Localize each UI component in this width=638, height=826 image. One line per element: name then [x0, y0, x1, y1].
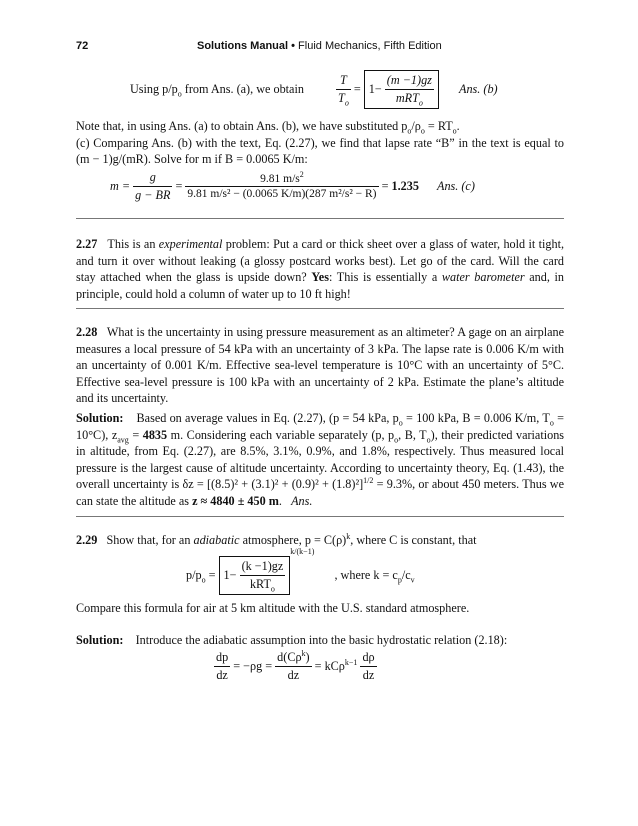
eq2-exp: k−1 [344, 657, 358, 667]
book-title: Solutions Manual [197, 40, 289, 52]
eq-where: , where k = c [334, 568, 398, 582]
book-subtitle: Fluid Mechanics, Fifth Edition [298, 40, 442, 52]
sol-text: Introduce the adiabatic assumption into the basic hydrostatic relation (2.18): [135, 633, 508, 647]
t-yes: Yes [311, 270, 329, 285]
dck: k [301, 648, 306, 658]
c-den2: 9.81 m/s² − (0.0065 K/m)(287 m²/s² − R) [187, 188, 377, 200]
t1: This is an [107, 237, 156, 251]
s7: ), their predicted variations in altitude, from Eq. (2.27), are 8.5%, 3.1%, 0.9%, and 1.8%, respectively. Thus measured local pressure is the largest cause of altitude uncertainty. According to uncertainty theory, Eq. (1.43), the overall uncertainty is δz = [(8.5)² + (3.1)² + (0.9)² + (1.8)²] [76, 427, 565, 492]
bracket-b: 1− $\frac{(m -1)gz}{mRT_o}$ [364, 70, 439, 109]
eq-num: (k −1)gz [240, 559, 286, 576]
dz1: dz [216, 668, 228, 682]
problem-2-28 [76, 324, 564, 407]
problem-2-27 [76, 236, 564, 302]
solution-2-29 [76, 632, 564, 649]
s6: , B, T [398, 427, 427, 442]
problem-number: 2.28 [76, 325, 98, 339]
solution-label: Solution: [76, 633, 124, 647]
s-avg: avg [117, 435, 129, 445]
note-b: = RT [427, 119, 453, 133]
z-val: 4835 [142, 427, 168, 442]
t2: problem: Put a card or thick sheet over a glass of water, hold it tight, and turn it over without leaking (a glossy postcard works best). Let go of the card. Will the card stay attached when the glass is upside down? [76, 237, 565, 285]
eq-hydrostatic [214, 650, 377, 683]
z-final: z ≈ 4840 ± 450 m [192, 493, 279, 508]
part-c: (c) Comparing Ans. (b) with the text, Eq. (2.27), we find that lapse rate “B” in the text is equal to (m − 1)g/(mR). Solve for m if B = 0.0065 K/m: [76, 135, 564, 167]
dcc: ) [305, 650, 310, 664]
note-text: Note that, in using Ans. (a) to obtain Ans. (b), we have substituted $p_o/\rho_o = RT_o$. (c) Comparing Ans. (b) with the text, Eq. (2.27), we find that lapse rate “B” in the text is equal to (m − 1)g/(mR). Solve for m if B = 0.0065 K/m: [76, 119, 564, 167]
divider [76, 516, 564, 517]
using-b: from Ans. (a), we obtain [184, 82, 304, 96]
dz2: dz [287, 668, 300, 682]
ans-b: Ans. (b) [459, 82, 498, 96]
c-num2: 9.81 m/s [260, 173, 300, 185]
eq-one: 1− [223, 568, 237, 582]
p-adia: adiabatic [193, 533, 240, 547]
drho: dρ [360, 650, 376, 667]
problem-number: 2.29 [76, 533, 98, 547]
t-ratio: $\frac{T}{T_o}$ [338, 73, 349, 108]
ans: Ans. [291, 493, 313, 508]
cv: v [410, 575, 415, 585]
page-number: 72 [76, 40, 89, 52]
s8: = 9.3%, or about 450 meters. Thus we can state the altitude as [76, 477, 565, 508]
b-num: (m −1)gz [386, 73, 432, 87]
b-den: mRT [395, 91, 419, 105]
c-num1: g [149, 170, 156, 184]
s5: m. Considering each variable separately (p, p [170, 427, 395, 442]
running-title [197, 40, 442, 52]
using-text: Using $p/p_o$ from Ans. (a), we obtain [130, 82, 304, 99]
dp: dp [214, 650, 230, 667]
divider [76, 218, 564, 219]
page-header [76, 40, 562, 56]
one-minus: 1− [368, 82, 382, 96]
t-num: T [340, 73, 347, 87]
eq-c: m = $\frac{g}{g - BR}$ = $\frac{9.81 m/s^2}{\text{9.81 m/s² − (0.0065 K/m)(287 m²/s² − R)}}$ = 1.235 Ans. (c) [110, 170, 475, 202]
m-eq: m = [110, 179, 131, 193]
s1: Based on average values in Eq. (2.27), (p = 54 kPa, p [136, 411, 399, 425]
dc: d(Cρ [277, 650, 302, 664]
bullet: • [291, 40, 295, 52]
m-result: 1.235 [391, 179, 419, 193]
divider [76, 308, 564, 309]
t-wb: water barometer [441, 270, 525, 285]
t-den: T [338, 91, 345, 105]
s3: = 10°C), z [76, 411, 564, 442]
cp: p [397, 575, 402, 585]
ans-c: Ans. (c) [437, 179, 475, 193]
s4: = [132, 427, 140, 442]
eq-exp: k/(k−1) [290, 547, 315, 556]
compare-text: Compare this formula for air at 5 km altitude with the U.S. standard atmosphere. [76, 601, 470, 615]
s2: = 100 kPa, B = 0.006 K/m, T [406, 411, 550, 425]
problem-2-29 [76, 532, 564, 549]
eq-lhs: p/p [186, 568, 202, 582]
dz3: dz [362, 668, 375, 682]
solution-label: Solution: [76, 411, 124, 425]
t-exp: experimental [158, 237, 223, 251]
half: 1/2 [363, 476, 374, 486]
eq-b: Using $p/p_o$ from Ans. (a), we obtain $\frac{T}{T_o}$ = 1− $\frac{(m -1)gz}{mRT_o}$ Ans. (b) [130, 70, 498, 109]
p1: Show that, for an [106, 533, 191, 547]
p3: , where C is constant, that [350, 533, 477, 547]
using-a: Using p/p [130, 82, 178, 96]
t4: and, in principle, could hold a column of water up to 10 ft high! [76, 270, 564, 301]
p2: atmosphere, p = C(ρ) [242, 533, 347, 547]
p-k: k [346, 531, 351, 541]
problem-number: 2.27 [76, 237, 98, 251]
c-den1: g − BR [135, 188, 171, 202]
eq2-mid: = −ρg = [233, 659, 273, 673]
eq-den: kRT [249, 577, 271, 591]
problem-text: What is the uncertainty in using pressure measurement as an altimeter? A gage on an airplane measures a local pressure of 54 kPa with an uncertainty of 3 kPa. The lapse rate is 0.006 K/m with an uncertainty of 0.001 K/m. Effective sea-level temperature is 10°C with an uncertainty of 5°C. Effective sea-level pressure is 100 kPa with an uncertainty of 2 kPa. Estimate the plane’s altitude and its uncertainty. [76, 325, 564, 406]
eq-adiabatic: $p/p_o = 1-$ $\frac{(k -1)gz}{kRT_o}$ $^{k/(k-1)}$ , where $k = c_p/c_v$ [186, 547, 415, 594]
eq-slash: /c [401, 568, 411, 582]
bracket-adia: 1− $\frac{(k -1)gz}{kRT_o}$ [219, 556, 291, 595]
solution-2-28: Solution: Based on average values in Eq. (2.27), (p = 54 kPa, $p_o = 100$ kPa, B = 0.006 K/m, $T_o = 10^\circ C$), $z_{avg} = 4835$ m. Considering each variable separately (p, $p_o$, B, $T_o$), their predicted variations in altitude, from Eq. (2.27), are 8.5%, 3.1%, 0.9%, and 1.8%, respectively. Thus measured local pressure is the largest cause of altitude uncertainty. According to uncertainty theory, Eq. (1.43), the overall uncertainty is $\delta z = [(8.5)^2 + (3.1)^2 + (0.9)^2 + (1.8)^2]^{1/2} = 9.3\%$, or about 450 meters. Thus we can state the altitude as z ≈ 4840 ± 450 m. Ans. [76, 411, 565, 508]
t3: : This is essentially a [328, 270, 438, 285]
eq2-eq: = kCρ [314, 659, 345, 673]
note-a: Note that, in using Ans. (a) to obtain Ans. (b), we have substituted p [76, 119, 408, 133]
